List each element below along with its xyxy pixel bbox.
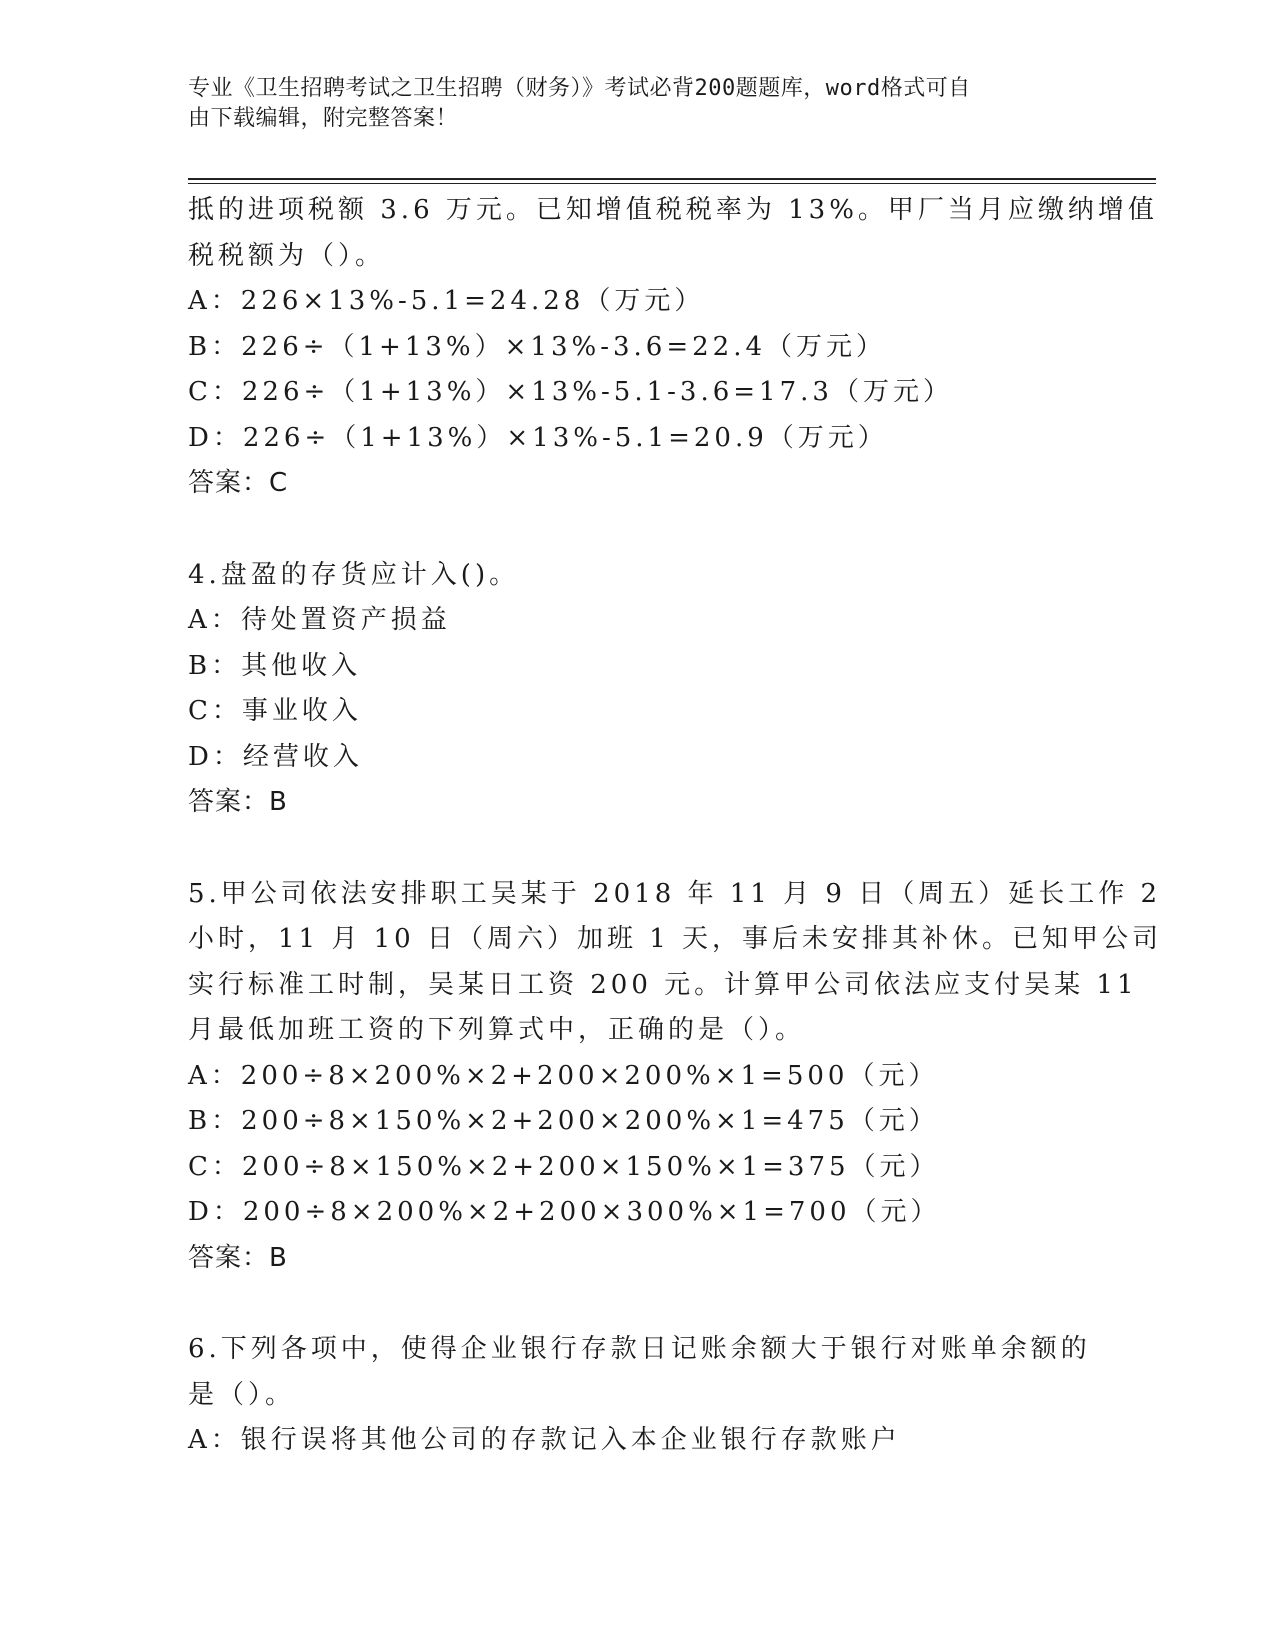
- answer-line: 答案：C: [188, 468, 289, 498]
- question-stem-line: 是（）。: [188, 1379, 296, 1410]
- spacer: [188, 1281, 1088, 1327]
- document-body: [188, 188, 1163, 1464]
- page-header: [188, 74, 1068, 134]
- header-title-line-1: 专业《卫生招聘考试之卫生招聘（财务）》考试必背200题题库，word格式可自: [188, 76, 971, 101]
- header-divider: [188, 178, 1156, 180]
- option-a: A：200÷8×200%×2+200×200%×1=500（元）: [188, 1060, 939, 1091]
- option-a: A：银行误将其他公司的存款记入本企业银行存款账户: [188, 1425, 901, 1455]
- question-stem-line: 月最低加班工资的下列算式中，正确的是（）。: [188, 1015, 806, 1045]
- option-a: A：待处置资产损益: [188, 605, 451, 635]
- option-b: B：200÷8×150%×2+200×200%×1=475（元）: [188, 1106, 939, 1136]
- question-4: [188, 553, 1088, 826]
- question-stem-line: 税税额为（）。: [188, 240, 386, 271]
- option-c: C：事业收入: [188, 696, 362, 726]
- option-d: D：200÷8×200%×2+200×300%×1=700（元）: [188, 1197, 941, 1227]
- header-divider-thin: [188, 183, 1156, 184]
- answer-line: 答案：B: [188, 1242, 288, 1273]
- question-3: [188, 188, 1158, 507]
- option-d: D：经营收入: [188, 741, 363, 772]
- option-a: A：226×13%-5.1=24.28（万元）: [188, 286, 705, 316]
- option-b: B：其他收入: [188, 650, 362, 681]
- question-stem-line: 5.甲公司依法安排职工吴某于 2018 年 11 月 9 日（周五）延长工作 2: [188, 878, 1161, 909]
- option-d: D：226÷（1+13%）×13%-5.1=20.9（万元）: [188, 422, 888, 453]
- question-stem-line: 小时，11 月 10 日（周六）加班 1 天，事后未安排其补休。已知甲公司: [188, 924, 1163, 954]
- question-stem-line: 4.盘盈的存货应计入()。: [188, 559, 520, 590]
- spacer: [188, 507, 1088, 553]
- option-b: B：226÷（1+13%）×13%-3.6=22.4（万元）: [188, 331, 887, 362]
- question-stem-line: 抵的进项税额 3.6 万元。已知增值税税率为 13%。甲厂当月应缴纳增值: [188, 195, 1158, 225]
- option-c: C：200÷8×150%×2+200×150%×1=375（元）: [188, 1151, 940, 1182]
- question-5: [188, 872, 1163, 1282]
- option-c: C：226÷（1+13%）×13%-5.1-3.6=17.3（万元）: [188, 377, 953, 407]
- header-title-line-2: 由下载编辑，附完整答案！: [188, 106, 459, 131]
- spacer: [188, 826, 1088, 872]
- question-stem-line: 实行标准工时制，吴某日工资 200 元。计算甲公司依法应支付吴某 11: [188, 969, 1138, 1000]
- question-stem-line: 6.下列各项中，使得企业银行存款日记账余额大于银行对账单余额的: [188, 1334, 1091, 1364]
- answer-line: 答案：B: [188, 787, 288, 817]
- question-6: [188, 1327, 1091, 1464]
